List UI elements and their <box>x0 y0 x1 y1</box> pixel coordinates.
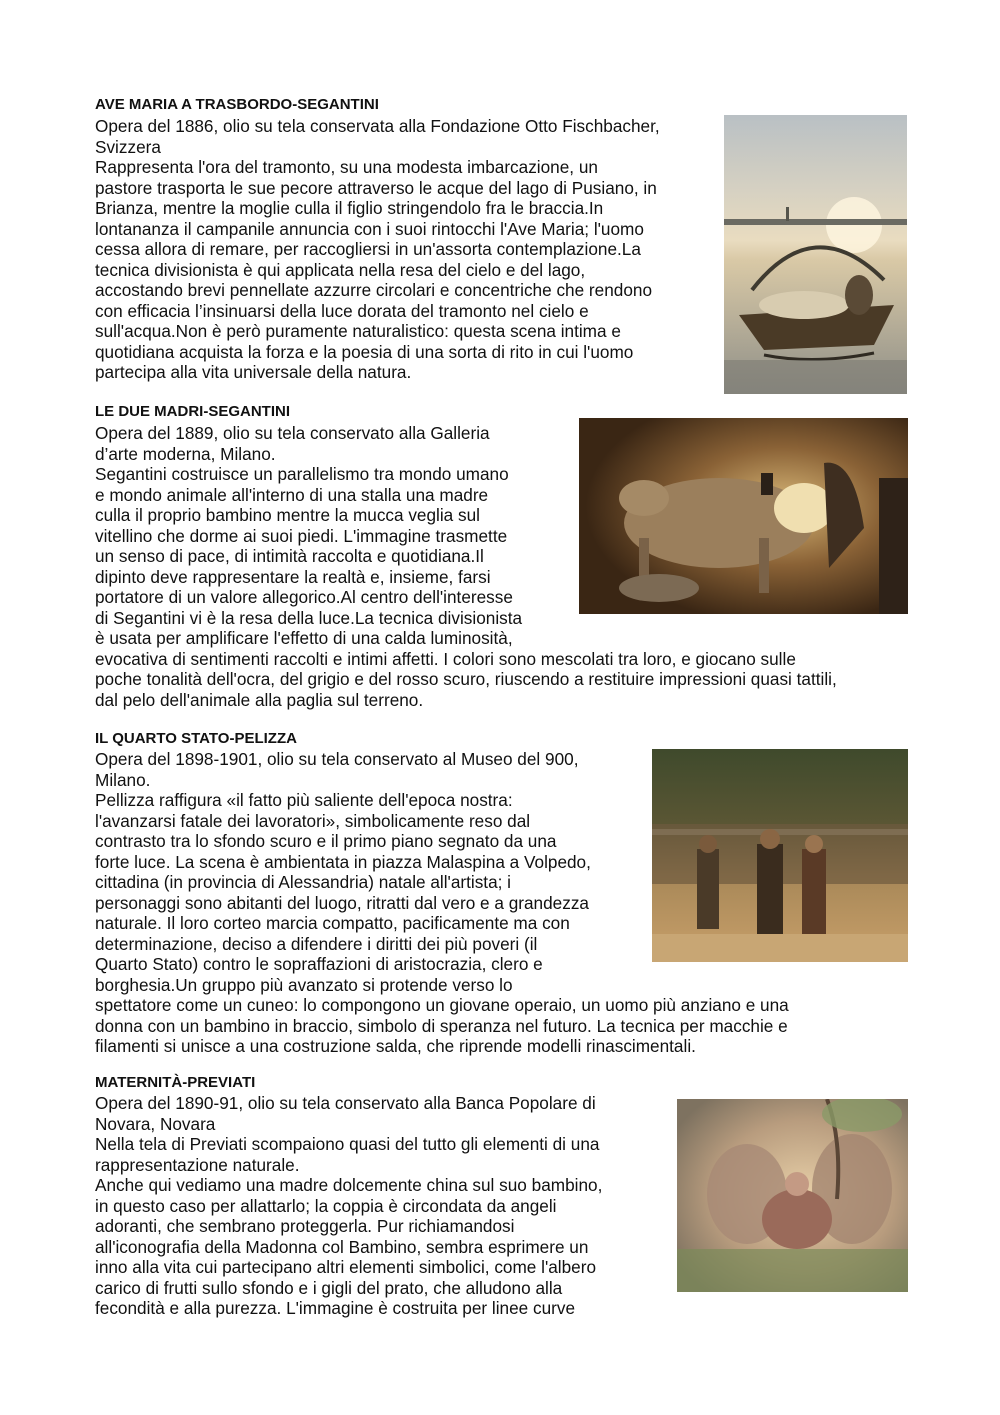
text-line: Opera del 1890-91, olio su tela conservato alla Banca Popolare di <box>95 1093 596 1113</box>
text-line: spettatore come un cuneo: lo compongono un giovane operaio, un uomo più anziano e una <box>95 995 789 1015</box>
text-line: sull'acqua.Non è però puramente naturalistico: questa scena intima e <box>95 321 621 341</box>
section-title: MATERNITÀ-PREVIATI <box>95 1074 256 1091</box>
section-title: IL QUARTO STATO-PELIZZA <box>95 730 297 747</box>
text-line: personaggi sono abitanti del luogo, ritratti dal vero e a grandezza <box>95 892 589 913</box>
text-line: dal pelo dell'animale alla paglia sul terreno. <box>95 689 424 710</box>
text-line: Nella tela di Previati scompaiono quasi del tutto gli elementi di una <box>95 1134 600 1154</box>
text-line: Pellizza raffigura «il fatto più saliente dell'epoca nostra: <box>95 790 513 810</box>
text-line: tecnica divisionista è qui applicata nella resa del cielo e del lago, <box>95 259 586 280</box>
text-line: adoranti, che sembrano proteggerla. Pur richiamandosi <box>95 1216 515 1236</box>
text-line: un senso di pace, di intimità raccolta e quotidiana.Il <box>95 546 484 566</box>
text-line: lontananza il campanile annuncia con i suoi rintocchi l'Ave Maria; l'uomo <box>95 218 644 239</box>
text-line: cittadina (in provincia di Alessandria) natale all'artista; i <box>95 872 511 892</box>
text-line: rappresentazione naturale. <box>95 1154 300 1175</box>
text-line: Novara, Novara <box>95 1113 216 1134</box>
painting-ave-maria-a-trasbordo <box>724 115 907 394</box>
text-line: portatore di un valore allegorico.Al centro dell'interesse <box>95 587 513 607</box>
text-line: l'avanzarsi fatale dei lavoratori», simbolicamente reso dal <box>95 810 531 831</box>
text-line: e mondo animale all'interno di una stalla una madre <box>95 484 489 505</box>
text-line: in questo caso per allattarlo; la coppia è circondata da angeli <box>95 1195 557 1216</box>
text-line: Opera del 1898-1901, olio su tela conservato al Museo del 900, <box>95 749 579 769</box>
text-line: all'iconografia della Madonna col Bambino, sembra esprimere un <box>95 1236 589 1257</box>
text-line: inno alla vita cui partecipano altri elementi simbolici, come l'albero <box>95 1257 597 1277</box>
painting-le-due-madri <box>579 418 908 614</box>
text-line: Brianza, mentre la moglie culla il figlio stringendolo fra le braccia.In <box>95 198 604 218</box>
text-line: accostando brevi pennellate azzurre circolari e concentriche che rendono <box>95 280 653 300</box>
text-line: Segantini costruisce un parallelismo tra mondo umano <box>95 464 509 484</box>
text-line: Rappresenta l'ora del tramonto, su una modesta imbarcazione, un <box>95 157 598 177</box>
text-line: Svizzera <box>95 136 161 157</box>
text-line: Opera del 1889, olio su tela conservato alla Galleria <box>95 423 490 443</box>
text-line: vitellino che dorme ai suoi piedi. L'immagine trasmette <box>95 525 508 546</box>
text-line: è usata per amplificare l'effetto di una calda luminosità, <box>95 628 513 648</box>
text-line: determinazione, deciso a difendere i diritti dei più poveri (il <box>95 933 538 954</box>
painting-maternita <box>677 1099 908 1292</box>
text-line: con efficacia l’insinuarsi della luce dorata del tramonto nel cielo e <box>95 300 589 321</box>
text-line: quotidiana acquista la forza e la poesia di una sorta di rito in cui l'uomo <box>95 341 634 362</box>
text-line: cessa allora di remare, per raccogliersi in un'assorta contemplazione.La <box>95 239 641 259</box>
section-title: AVE MARIA A TRASBORDO-SEGANTINI <box>95 96 379 113</box>
text-line: filamenti si unisce a una costruzione salda, che riprende modelli rinascimentali. <box>95 1036 696 1056</box>
text-line: evocativa di sentimenti raccolti e intimi affetti. I colori sono mescolati tra loro, e giocano sulle <box>95 648 796 669</box>
section-title: LE DUE MADRI-SEGANTINI <box>95 403 290 420</box>
text-line: d’arte moderna, Milano. <box>95 443 276 464</box>
text-line: contrasto tra lo sfondo scuro e il primo piano segnato da una <box>95 831 557 851</box>
text-line: Milano. <box>95 769 151 790</box>
text-line: pastore trasporta le sue pecore attraverso le acque del lago di Pusiano, in <box>95 177 657 198</box>
text-line: fecondità e alla purezza. L'immagine è costruita per linee curve <box>95 1298 576 1318</box>
text-line: forte luce. La scena è ambientata in piazza Malaspina a Volpedo, <box>95 851 591 872</box>
text-line: culla il proprio bambino mentre la mucca veglia sul <box>95 505 480 525</box>
text-line: carico di frutti sullo sfondo e i gigli del prato, che alludono alla <box>95 1277 563 1298</box>
text-line: naturale. Il loro corteo marcia compatto, pacificamente ma con <box>95 913 570 933</box>
text-line: Anche qui vediamo una madre dolcemente china sul suo bambino, <box>95 1175 603 1195</box>
painting-il-quarto-stato <box>652 749 908 962</box>
text-line: borghesia.Un gruppo più avanzato si protende verso lo <box>95 974 513 995</box>
text-line: donna con un bambino in braccio, simbolo di speranza nel futuro. La tecnica per macchie e <box>95 1015 788 1036</box>
text-line: Opera del 1886, olio su tela conservata alla Fondazione Otto Fischbacher, <box>95 116 660 136</box>
text-line: partecipa alla vita universale della natura. <box>95 362 412 382</box>
text-line: dipinto deve rappresentare la realtà e, insieme, farsi <box>95 566 491 587</box>
text-line: di Segantini vi è la resa della luce.La tecnica divisionista <box>95 607 523 628</box>
text-line: poche tonalità dell'ocra, del grigio e del rosso scuro, riuscendo a restituire impressioni quasi tattili, <box>95 669 837 689</box>
text-line: Quarto Stato) contro le sopraffazioni di aristocrazia, clero e <box>95 954 543 974</box>
